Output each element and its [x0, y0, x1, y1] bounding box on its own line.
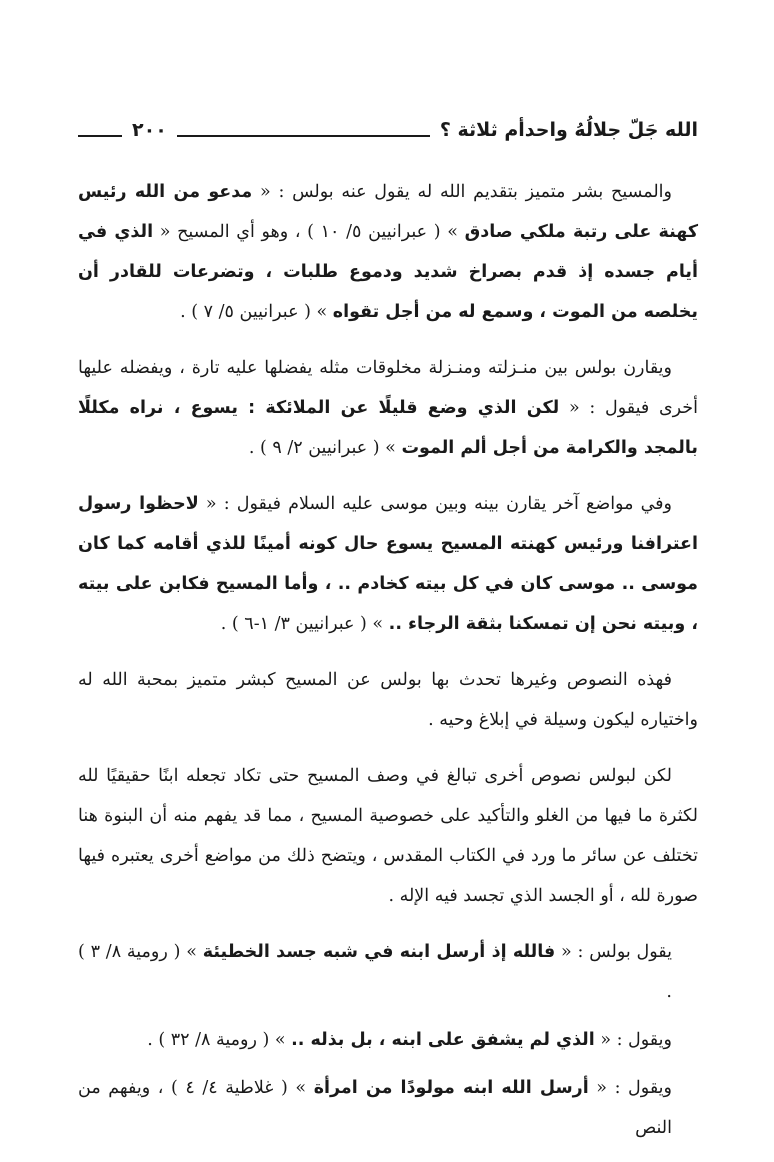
scripture-quote: لاحظوا رسول اعترافنا ورئيس كهنته المسيح يسوع حال كونه أمينًا للذي أقامه كما كان موسى .. موسى كان في كل بيته كخادم .. ، وأما المسيح فكابن على بيته ، وبيته نحن إن تمسكنا بثقة الرجاء .. — [78, 494, 698, 634]
paragraph-text: ويقارن بولس بين منـزلته ومنـزلة مخلوقات مثله يفضلها عليه تارة ، ويفضله عليها أخرى فيقول : « — [78, 358, 698, 418]
header-rule-short — [78, 135, 122, 137]
paragraph-text: يقول بولس : « — [555, 942, 673, 962]
paragraph — [78, 756, 698, 916]
paragraph — [78, 1020, 698, 1060]
paragraph — [78, 172, 698, 332]
paragraph-text: ويقول : « — [594, 1030, 672, 1050]
scripture-quote: مدعو من الله رئيس كهنة على رتبة ملكي صادق — [78, 182, 699, 242]
scripture-quote: الذي لم يشفق على ابنه ، بل بذله .. — [291, 1030, 595, 1050]
paragraph — [78, 1068, 698, 1148]
paragraph-text: فهذه النصوص وغيرها تحدث بها بولس عن المسيح كبشر متميز بمحبة الله له واختياره ليكون وسيلة في إبلاغ وحيه . — [78, 670, 698, 730]
body-text — [78, 172, 698, 1156]
paragraph-text: » ( رومية ٨/ ٣ ) . — [78, 942, 672, 1002]
paragraph-text: وفي مواضع آخر يقارن بينه وبين موسى عليه السلام فيقول : « — [198, 494, 672, 514]
paragraph-text: » ( عبرانيين ٥/ ١٠ ) ، وهو أي المسيح « — [153, 222, 465, 242]
scripture-quote: أرسل الله ابنه مولودًا من امرأة — [313, 1078, 589, 1098]
running-header — [78, 112, 698, 142]
paragraph — [78, 660, 698, 740]
page-number: ٢٠٠ — [132, 119, 167, 141]
paragraph-text: » ( غلاطية ٤/ ٤ ) ، ويفهم من النص — [78, 1078, 672, 1138]
paragraph-text: » ( رومية ٨/ ٣٢ ) . — [147, 1030, 292, 1050]
paragraph — [78, 484, 698, 644]
paragraph-text: لكن لبولس نصوص أخرى تبالغ في وصف المسيح حتى تكاد تجعله ابنًا حقيقيًا لله لكثرة ما فيها من الغلو والتأكيد على خصوصية المسيح ، مما قد يفهم منه أن البنوة هنا تختلف عن سائر ما ورد في الكتاب المقدس ، ويتضح ذلك من مواضع أخرى يعتبره فيها صورة لله ، أو الجسد الذي تجسد فيه الإله . — [78, 766, 698, 906]
header-rule — [177, 135, 430, 137]
paragraph-text: ويقول : « — [588, 1078, 672, 1098]
scripture-quote: الذي في أيام جسده إذ قدم بصراخ شديد ودموع طلبات ، وتضرعات للقادر أن يخلصه من الموت ، وسمع له من أجل تقواه — [78, 222, 698, 322]
paragraph-text: » ( عبرانيين ٢/ ٩ ) . — [248, 438, 402, 458]
paragraph — [78, 932, 698, 1012]
scripture-quote: فالله إذ أرسل ابنه في شبه جسد الخطيئة — [202, 942, 556, 962]
paragraph-text: » ( عبرانيين ٥/ ٧ ) . — [180, 302, 333, 322]
paragraph — [78, 348, 698, 468]
running-title: الله جَلّ جلالُهُ واحدأم ثلاثة ؟ — [439, 119, 698, 141]
scripture-quote: لكن الذي وضع قليلًا عن الملائكة : يسوع ، نراه مكللًا بالمجد والكرامة من أجل ألم الموت — [78, 398, 698, 458]
paragraph-text: » ( عبرانيين ٣/ ١-٦ ) . — [220, 614, 389, 634]
paragraph-text: والمسيح بشر متميز بتقديم الله له يقول عنه بولس : « — [252, 182, 672, 202]
